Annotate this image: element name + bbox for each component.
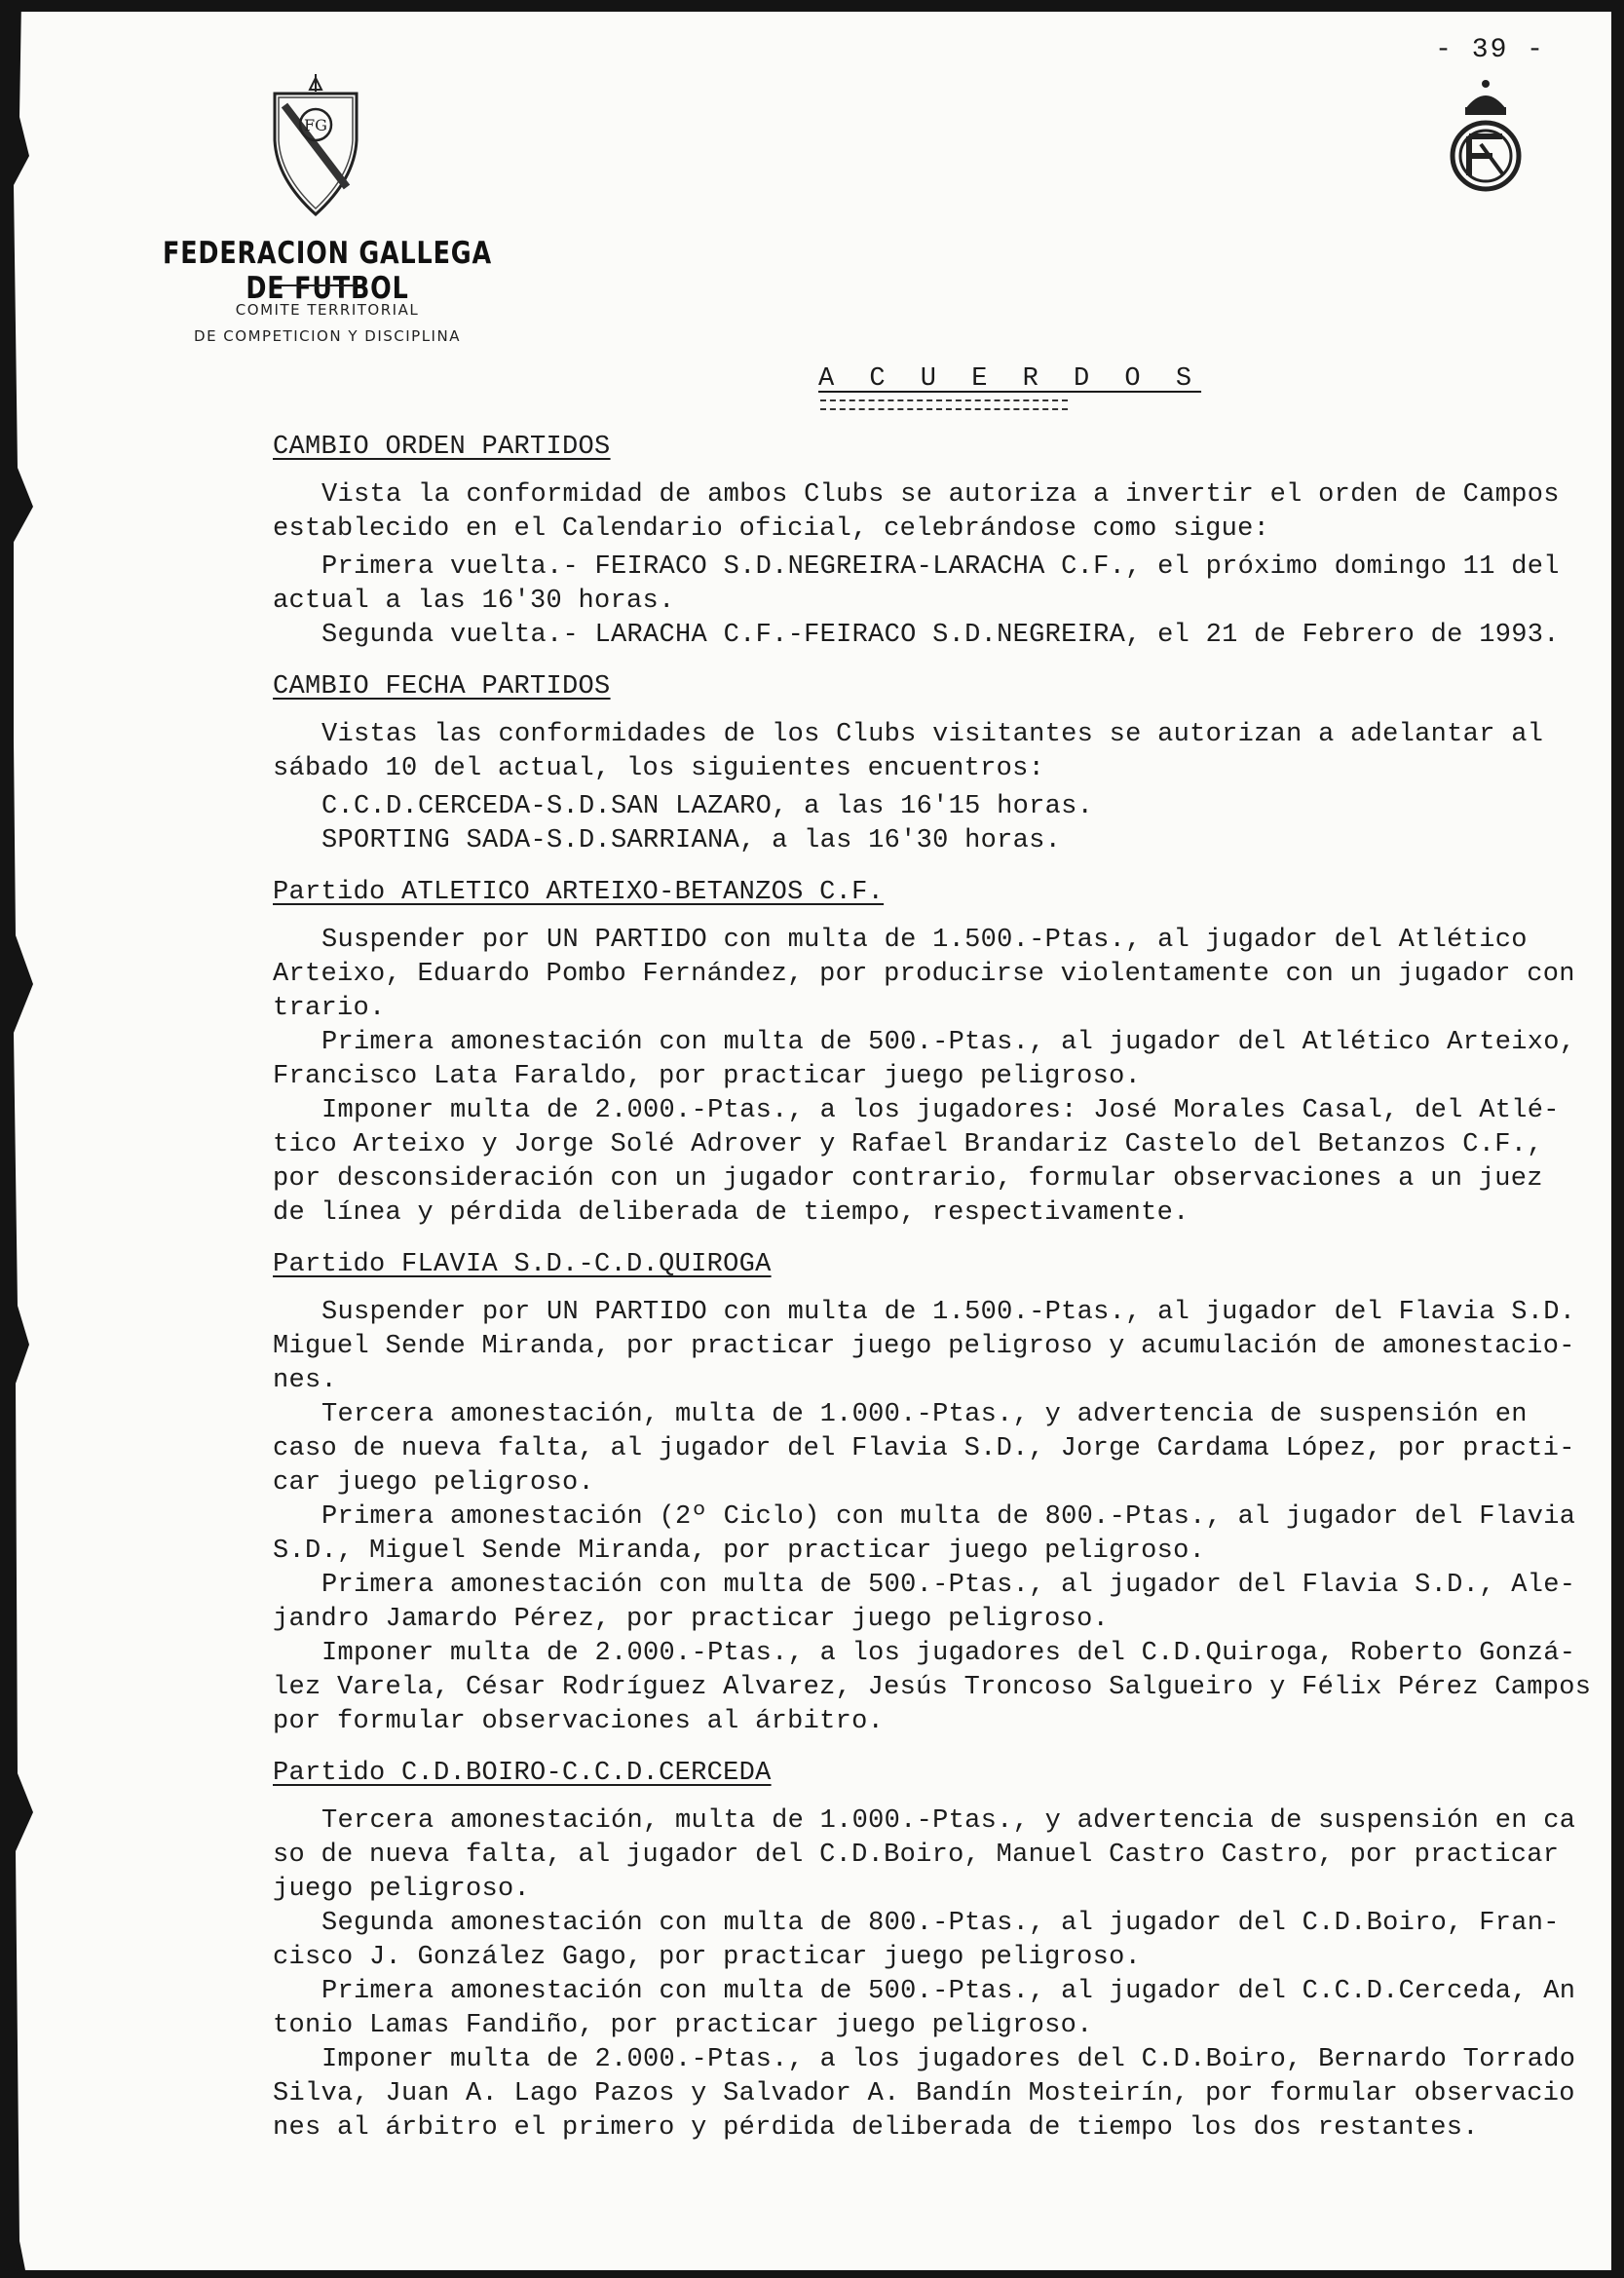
header-divider (279, 285, 357, 286)
paragraph-line: car juego peligroso. (273, 1468, 595, 1498)
federation-shield-logo (269, 72, 362, 218)
paragraph-line: Segunda vuelta.- LARACHA C.F.-FEIRACO S.D.NEGREIRA, el 21 de Febrero de 1993. (321, 621, 1560, 650)
paragraph-line: actual a las 16'30 horas. (273, 587, 675, 616)
paragraph-line: Imponer multa de 2.000.-Ptas., a los jugadores: José Morales Casal, del Atlé- (321, 1096, 1560, 1125)
title-double-rule (820, 399, 1068, 410)
paragraph-line: caso de nueva falta, al jugador del Flavia S.D., Jorge Cardama López, por practi- (273, 1434, 1575, 1463)
section-heading: CAMBIO FECHA PARTIDOS (273, 672, 611, 702)
page-number: - 39 - (1435, 35, 1545, 65)
paragraph-line: Primera amonestación (2º Ciclo) con multa de 800.-Ptas., al jugador del Flavia (321, 1502, 1576, 1532)
paragraph-line: juego peligroso. (273, 1875, 531, 1904)
paragraph-line: Silva, Juan A. Lago Pazos y Salvador A. Bandín Mosteirín, por formular observacio (273, 2079, 1575, 2108)
paragraph-line: Arteixo, Eduardo Pombo Fernández, por producirse violentamente con un jugador con (273, 960, 1575, 989)
paragraph-line: trario. (273, 994, 386, 1023)
section-heading: Partido ATLETICO ARTEIXO-BETANZOS C.F. (273, 878, 885, 907)
committee-name (103, 297, 551, 350)
paragraph-line: por formular observaciones al árbitro. (273, 1707, 885, 1736)
paragraph-line: lez Varela, César Rodríguez Alvarez, Jesús Troncoso Salgueiro y Félix Pérez Campos (273, 1673, 1592, 1702)
paragraph-line: jandro Jamardo Pérez, por practicar juego peligroso. (273, 1605, 1110, 1634)
paragraph-line: nes. (273, 1366, 338, 1395)
paragraph-line: Primera amonestación con multa de 500.-Ptas., al jugador del Atlético Arteixo, (321, 1028, 1576, 1057)
document-page (14, 12, 1611, 2270)
paragraph-line: cisco J. González Gago, por practicar juego peligroso. (273, 1943, 1142, 1972)
paragraph-line: Imponer multa de 2.000.-Ptas., a los jugadores del C.D.Quiroga, Roberto Gonzá- (321, 1639, 1576, 1668)
paragraph-line: Tercera amonestación, multa de 1.000.-Ptas., y advertencia de suspensión en ca (321, 1806, 1576, 1836)
paragraph-line: Segunda amonestación con multa de 800.-Ptas., al jugador del C.D.Boiro, Fran- (321, 1909, 1560, 1938)
paragraph-line: Francisco Lata Faraldo, por practicar juego peligroso. (273, 1062, 1142, 1091)
section-heading: Partido C.D.BOIRO-C.C.D.CERCEDA (273, 1759, 772, 1788)
paragraph-line: Vistas las conformidades de los Clubs visitantes se autorizan a adelantar al (321, 720, 1544, 749)
paragraph-line: Suspender por UN PARTIDO con multa de 1.500.-Ptas., al jugador del Flavia S.D. (321, 1298, 1576, 1327)
section-heading: Partido FLAVIA S.D.-C.D.QUIROGA (273, 1250, 772, 1279)
committee-line-1: COMITE TERRITORIAL (235, 301, 420, 319)
paragraph-line: tico Arteixo y Jorge Solé Adrover y Rafael Brandariz Castelo del Betanzos C.F., (273, 1130, 1543, 1159)
federation-name: FEDERACION GALLEGA DE FUTBOL (163, 236, 492, 306)
paragraph-line: S.D., Miguel Sende Miranda, por practicar juego peligroso. (273, 1537, 1206, 1566)
document-title: A C U E R D O S (818, 364, 1202, 394)
paragraph-line: C.C.D.CERCEDA-S.D.SAN LAZARO, a las 16'15 horas. (321, 792, 1094, 821)
crowned-emblem-logo (1442, 76, 1530, 199)
committee-line-2: DE COMPETICION Y DISCIPLINA (194, 327, 461, 345)
paragraph-line: Primera amonestación con multa de 500.-Ptas., al jugador del C.C.D.Cerceda, An (321, 1977, 1576, 2006)
torn-left-edge (0, 0, 39, 2278)
paragraph-line: so de nueva falta, al jugador del C.D.Boiro, Manuel Castro Castro, por practicar (273, 1841, 1560, 1870)
paragraph-line: establecido en el Calendario oficial, celebrándose como sigue: (273, 514, 1270, 544)
paragraph-line: Miguel Sende Miranda, por practicar juego peligroso y acumulación de amonestacio- (273, 1332, 1575, 1361)
paragraph-line: Primera amonestación con multa de 500.-Ptas., al jugador del Flavia S.D., Ale- (321, 1571, 1576, 1600)
paragraph-line: Imponer multa de 2.000.-Ptas., a los jugadores del C.D.Boiro, Bernardo Torrado (321, 2045, 1576, 2074)
paragraph-line: sábado 10 del actual, los siguientes encuentros: (273, 754, 1045, 783)
paragraph-line: Primera vuelta.- FEIRACO S.D.NEGREIRA-LARACHA C.F., el próximo domingo 11 del (321, 552, 1560, 582)
section-heading: CAMBIO ORDEN PARTIDOS (273, 433, 611, 462)
paragraph-line: Suspender por UN PARTIDO con multa de 1.500.-Ptas., al jugador del Atlético (321, 926, 1528, 955)
paragraph-line: Tercera amonestación, multa de 1.000.-Ptas., y advertencia de suspensión en (321, 1400, 1528, 1429)
paragraph-line: tonio Lamas Fandiño, por practicar juego peligroso. (273, 2011, 1093, 2040)
paragraph-line: de línea y pérdida deliberada de tiempo, respectivamente. (273, 1198, 1190, 1228)
document-body (273, 431, 1611, 2145)
svg-text:FG: FG (304, 116, 327, 134)
paragraph-line: por desconsideración con un jugador contrario, formular observaciones a un juez (273, 1164, 1543, 1194)
paragraph-line: SPORTING SADA-S.D.SARRIANA, a las 16'30 horas. (321, 826, 1062, 855)
paragraph-line: nes al árbitro el primero y pérdida deliberada de tiempo los dos restantes. (273, 2113, 1479, 2143)
paragraph-line: Vista la conformidad de ambos Clubs se autoriza a invertir el orden de Campos (321, 480, 1560, 510)
